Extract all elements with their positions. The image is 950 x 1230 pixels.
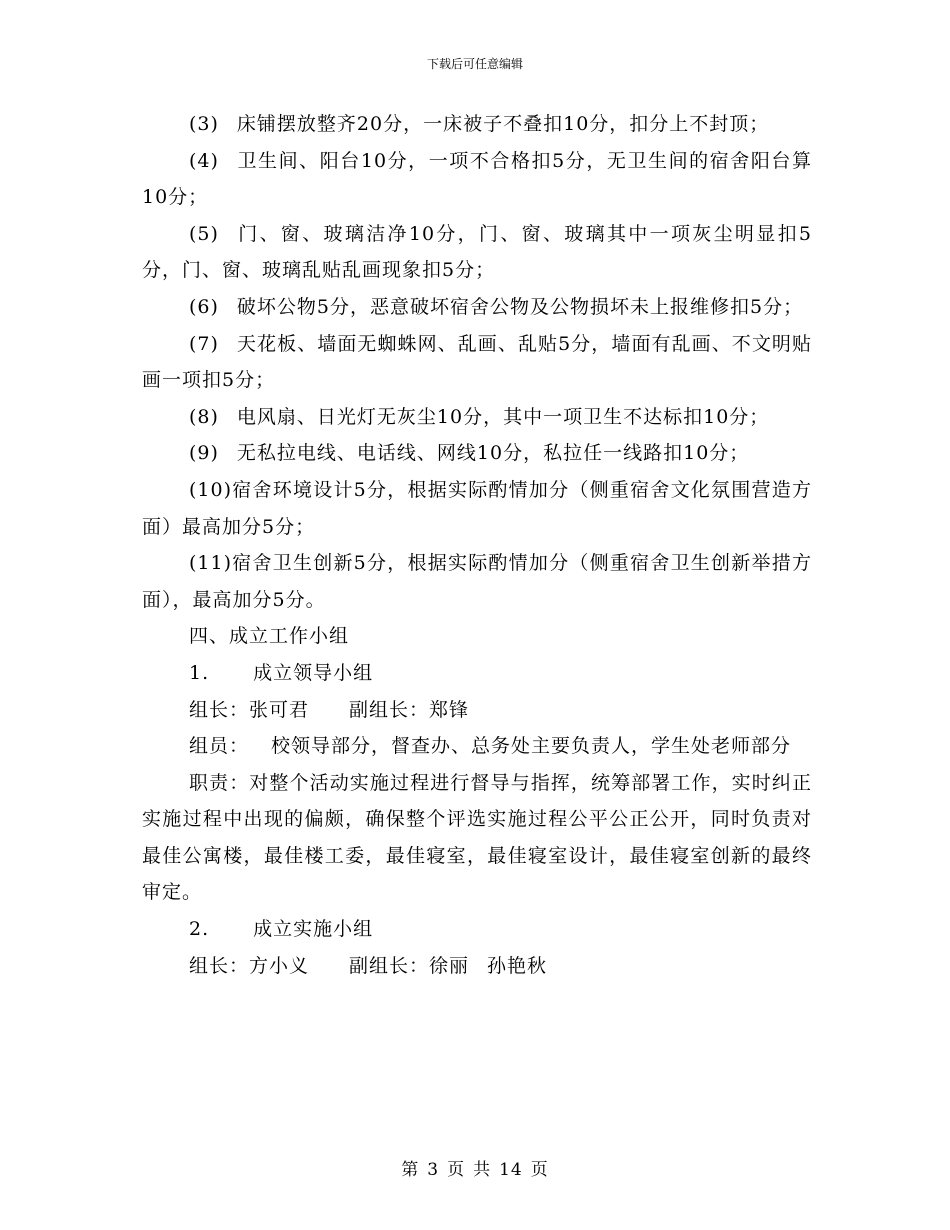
members-line (142, 728, 812, 765)
subsection-number: 2. (189, 918, 210, 941)
members-text: 校领导部分，督查办、总务处主要负责人，学生处老师部分 (271, 735, 792, 758)
item-text: 破坏公物5分，恶意破坏宿舍公物及公物损坏未上报维修扣5分； (236, 295, 804, 318)
item-number: (10) (189, 478, 233, 501)
list-item (142, 326, 812, 399)
item-number: (5) (189, 222, 219, 245)
item-number: (4) (189, 149, 219, 172)
page-label: 第 (401, 1160, 420, 1180)
list-item (142, 435, 812, 472)
deputy-label: 副组长：徐丽 (349, 954, 470, 977)
item-text: 天花板、墙面无蜘蛛网、乱画、乱贴5分，墙面有乱画、不文明贴画一项扣5分； (142, 332, 812, 392)
item-number: (8) (189, 405, 219, 428)
subsection-title: 成立实施小组 (253, 918, 374, 941)
total-pages: 14 (499, 1160, 523, 1180)
list-item (142, 216, 812, 289)
leader-line (142, 692, 812, 729)
item-text: 电风扇、日光灯无灰尘10分，其中一项卫生不达标扣10分； (236, 405, 770, 428)
subsection-number: 1. (189, 661, 210, 684)
page-unit: 页 (447, 1160, 466, 1180)
list-item (142, 143, 812, 216)
subsection-title: 成立领导小组 (253, 661, 374, 684)
subsection-heading (142, 655, 812, 692)
section-heading: 四、成立工作小组 (189, 625, 350, 648)
page-header: 下载后可任意编辑 (426, 57, 523, 71)
document-body (142, 106, 812, 984)
item-number: (3) (189, 113, 219, 135)
deputy-label: 副组长：郑锋 (349, 698, 470, 721)
subsection-heading (142, 911, 812, 948)
item-text: 无私拉电线、电话线、网线10分，私拉任一线路扣10分； (236, 442, 750, 465)
item-text: 床铺摆放整齐20分，一床被子不叠扣10分，扣分上不封顶； (236, 113, 770, 135)
list-item (142, 545, 812, 618)
members-label: 组员： (189, 735, 250, 758)
item-text: 宿舍卫生创新5分，根据实际酌情加分（侧重宿舍卫生创新举措方面），最高加分5分。 (142, 552, 812, 611)
duty-paragraph: 职责：对整个活动实施过程进行督导与指挥，统筹部署工作，实时纠正实施过程中出现的偏颇，确保整个评选实施过程公平公正公开，同时负责对最佳公寓楼，最佳楼工委，最佳寝室，最佳寝室设计，最佳寝室创新的最终审定。 (142, 771, 812, 904)
item-number: (6) (189, 295, 219, 318)
leader-line (142, 948, 812, 985)
leader-label: 组长：方小义 (189, 954, 310, 977)
item-number: (7) (189, 332, 219, 355)
list-item (142, 399, 812, 436)
list-item (142, 289, 812, 326)
item-number: (11) (189, 552, 233, 575)
leader-label: 组长：张可君 (189, 698, 310, 721)
total-unit: 页 (530, 1160, 549, 1180)
total-label: 共 (473, 1160, 492, 1180)
list-item (142, 472, 812, 545)
item-text: 宿舍环境设计5分，根据实际酌情加分（侧重宿舍文化氛围营造方面）最高加分5分； (142, 478, 812, 538)
item-text: 卫生间、阳台10分，一项不合格扣5分，无卫生间的宿舍阳台算10分； (142, 149, 812, 209)
deputy2-name: 孙艳秋 (487, 954, 548, 977)
item-number: (9) (189, 442, 219, 465)
list-item (142, 106, 812, 143)
page-footer (0, 1155, 950, 1180)
page-number: 3 (427, 1160, 440, 1180)
item-text: 门、窗、玻璃洁净10分，门、窗、玻璃其中一项灰尘明显扣5分，门、窗、玻璃乱贴乱画现象扣5分； (142, 222, 812, 282)
